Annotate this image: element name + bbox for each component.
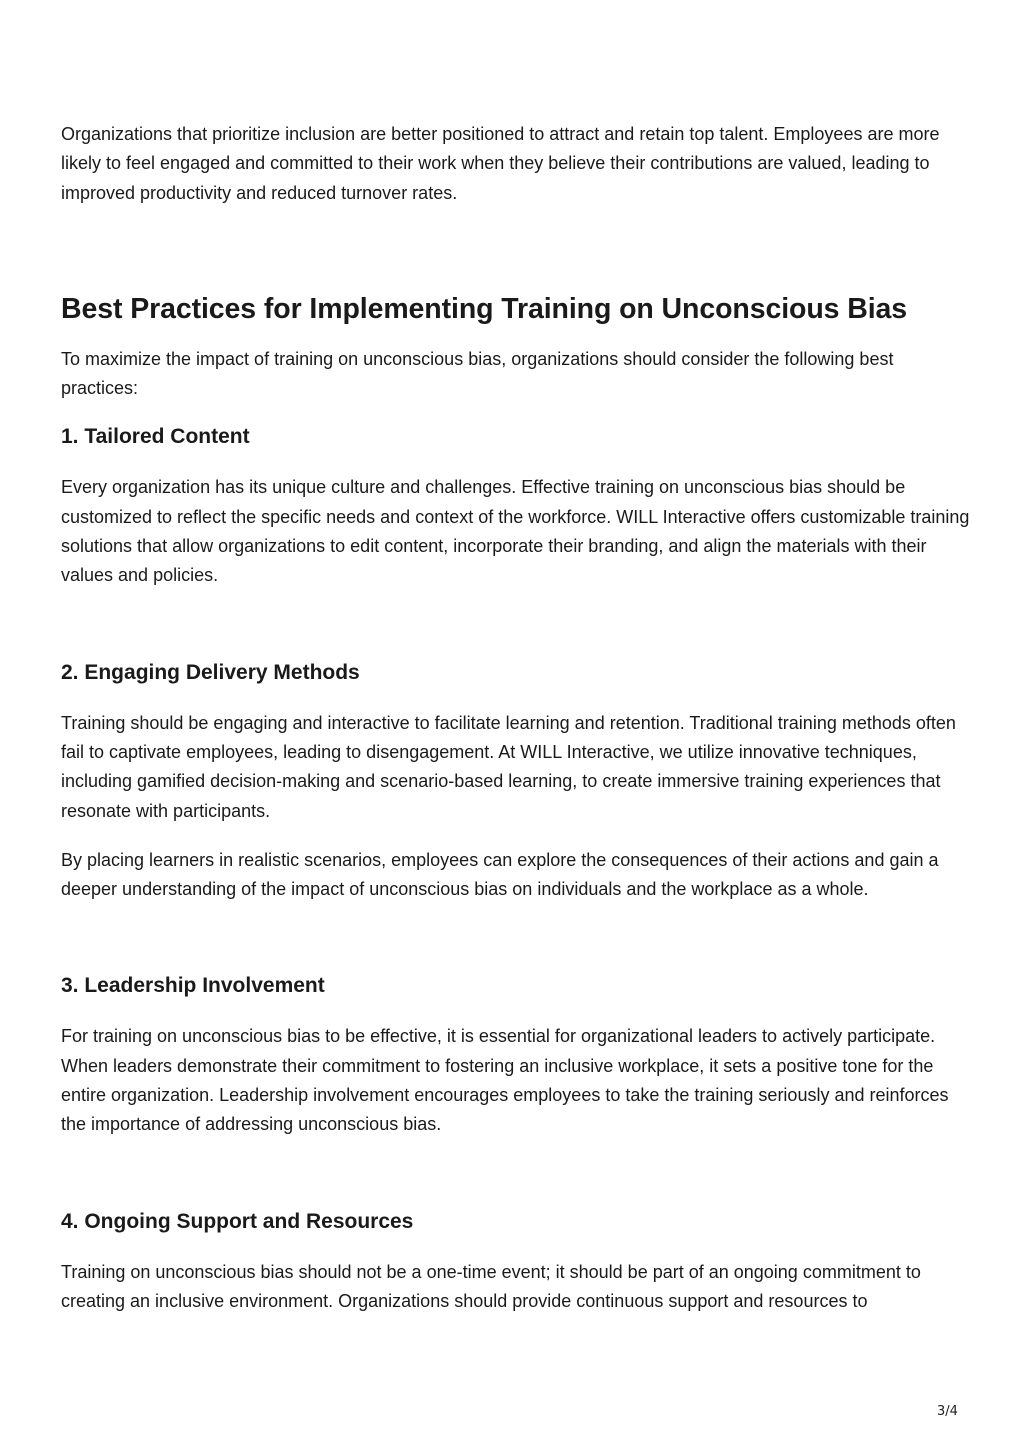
section-intro: To maximize the impact of training on unconscious bias, organizations should consider the following best practices: [61, 348, 894, 399]
document-page [61, 120, 971, 1316]
practice-paragraph: Training should be engaging and interactive to facilitate learning and retention. Traditional training methods often fail to captivate employees, leading to disengagement. At WILL Interactive, we utilize innovative techniques, including gamified decision-making and scenario-based learning, to create immersive training experiences that resonate with participants. [61, 712, 956, 821]
practice-heading-tailored-content: 1. Tailored Content [61, 425, 250, 449]
practice-heading-engaging-delivery: 2. Engaging Delivery Methods [61, 660, 360, 684]
intro-paragraph: Organizations that prioritize inclusion are better positioned to attract and retain top talent. Employees are more likely to feel engaged and committed to their work when they believe their contributions are valued, leading to improved productivity and reduced turnover rates. [61, 124, 940, 203]
practice-paragraph: Every organization has its unique culture and challenges. Effective training on unconscious bias should be customized to reflect the specific needs and context of the workforce. WILL Interactive offers customizable training solutions that allow organizations to edit content, incorporate their branding, and align the materials with their values and policies. [61, 477, 970, 586]
practice-paragraph: By placing learners in realistic scenarios, employees can explore the consequences of their actions and gain a deeper understanding of the impact of unconscious bias on individuals and the workplace as a whole. [61, 849, 939, 900]
practice-heading-leadership: 3. Leadership Involvement [61, 974, 325, 998]
practice-heading-ongoing-support: 4. Ongoing Support and Resources [61, 1209, 414, 1233]
practice-paragraph: For training on unconscious bias to be effective, it is essential for organizational leaders to actively participate. When leaders demonstrate their commitment to fostering an inclusive workplace, it sets a positive tone for the entire organization. Leadership involvement encourages employees to take the training seriously and reinforces the importance of addressing unconscious bias. [61, 1026, 949, 1135]
section-title: Best Practices for Implementing Training on Unconscious Bias [61, 292, 908, 325]
practice-paragraph: Training on unconscious bias should not be a one-time event; it should be part of an ongoing commitment to creating an inclusive environment. Organizations should provide continuous support and resources to [61, 1261, 921, 1311]
page-number: 3/4 [937, 1404, 958, 1419]
